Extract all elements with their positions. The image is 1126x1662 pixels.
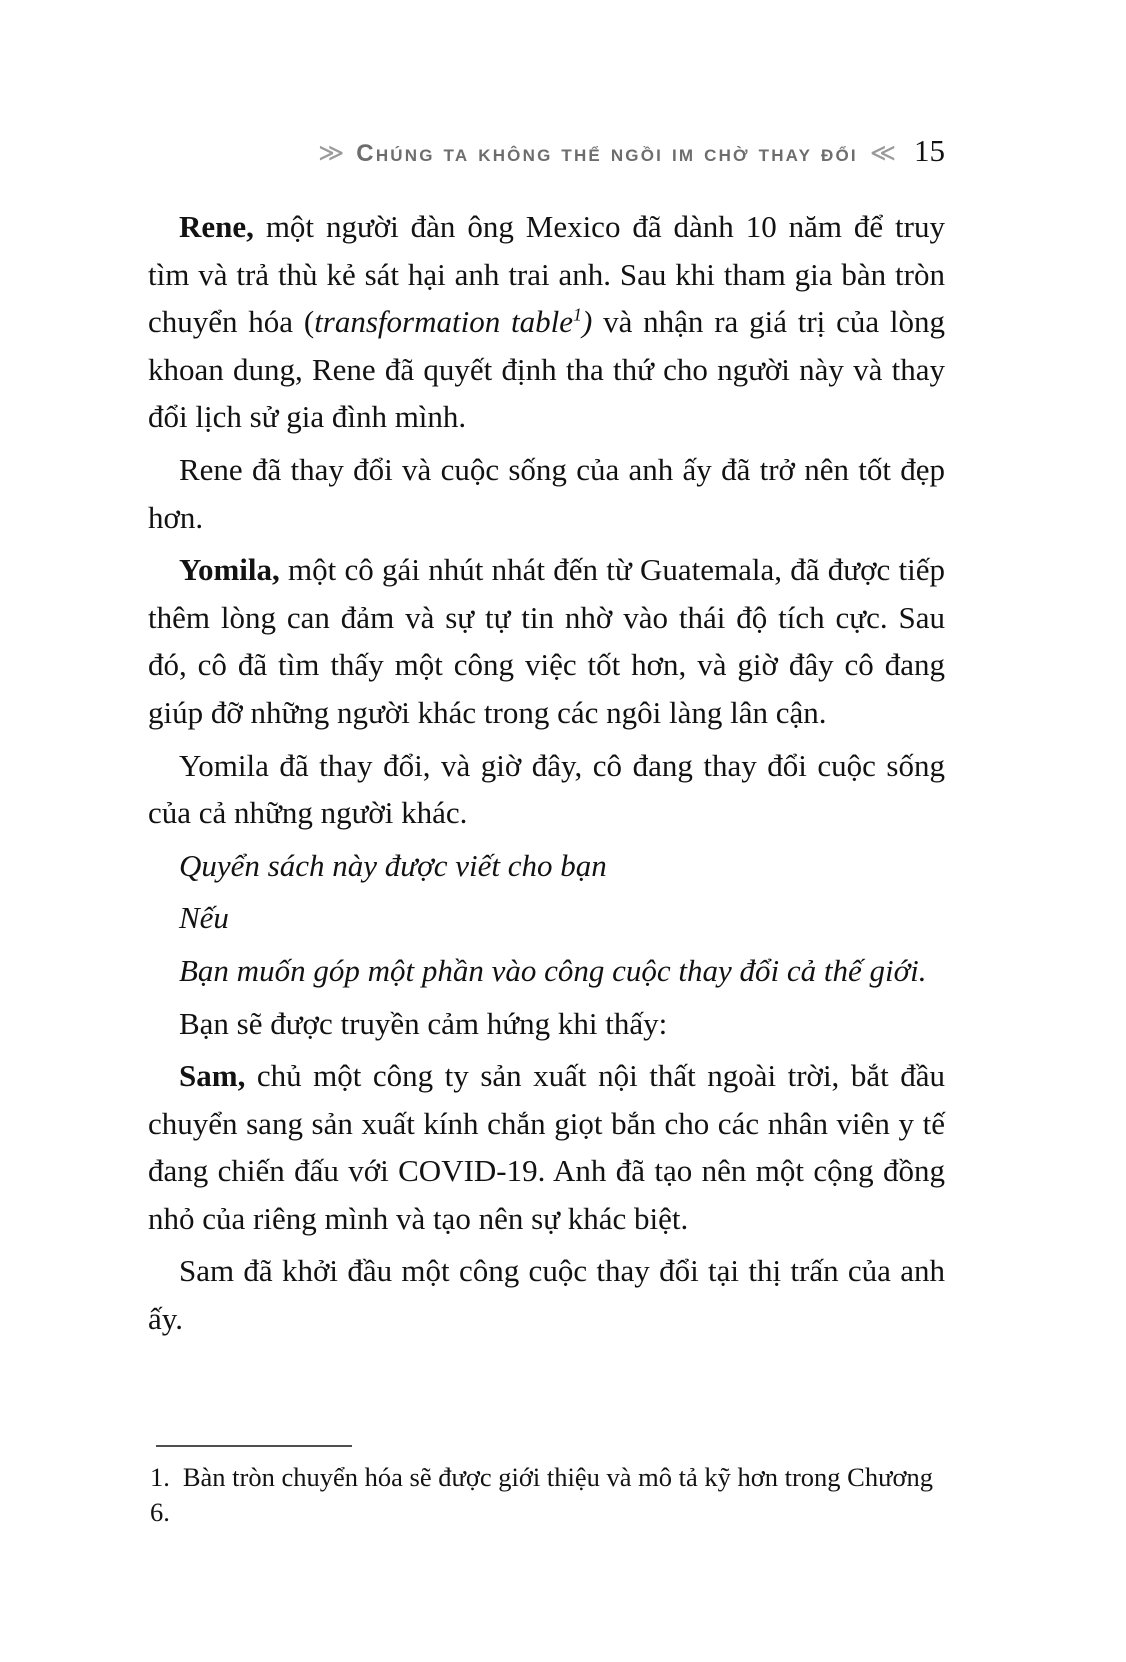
footnote-reference: 1	[573, 304, 582, 325]
text-run: Nếu	[179, 900, 229, 936]
text-run: chủ một công ty sản xuất nội thất ngoài trời, bắt đầu chuyển sang sản xuất kính chắn giọt bắn cho các nhân viên y tế đang chiến đấu với COVID-19. Anh đã tạo nên một cộng đồng nhỏ của riêng mình và tạo nên sự khác biệt.	[148, 1058, 945, 1236]
paragraph	[148, 842, 945, 890]
paragraph	[148, 546, 945, 736]
text-run: Sam,	[179, 1058, 246, 1094]
text-run: Bạn muốn góp một phần vào công cuộc thay đổi cả thế giới.	[179, 952, 927, 988]
paragraph	[148, 446, 945, 541]
running-title: Chúng ta không thể ngồi im chờ thay đổi	[356, 140, 858, 167]
footnote-text: Bàn tròn chuyển hóa sẽ được giới thiệu và mô tả kỹ hơn trong Chương 6.	[150, 1462, 933, 1527]
text-run: Sam đã khởi đầu một công cuộc thay đổi tại thị trấn của anh ấy.	[148, 1253, 945, 1337]
text-run: Yomila,	[179, 552, 280, 588]
text-run: Bạn sẽ được truyền cảm hứng khi thấy:	[179, 1005, 668, 1041]
paragraph	[148, 1000, 945, 1048]
double-chevron-right-icon: ≫	[318, 138, 345, 167]
text-run: transformation table	[314, 304, 573, 340]
double-chevron-left-icon: ≪	[869, 138, 896, 167]
text-run: Yomila đã thay đổi, và giờ đây, cô đang thay đổi cuộc sống của cả những người khác.	[148, 747, 945, 831]
text-run: và nhận ra giá trị của lòng khoan dung, Rene đã quyết định tha thứ cho người này và thay đổi lịch sử gia đình mình.	[148, 304, 946, 435]
page-number: 15	[914, 133, 945, 168]
text-run: một cô gái nhút nhát đến từ Guatemala, đã được tiếp thêm lòng can đảm và sự tự tin nhờ vào thái độ tích cực. Sau đó, cô đã tìm thấy một công việc tốt hơn, và giờ đây cô đang giúp đỡ những người khác trong các ngôi làng lân cận.	[148, 552, 945, 730]
paragraph	[148, 894, 945, 942]
text-run: Rene đã thay đổi và cuộc sống của anh ấy đã trở nên tốt đẹp hơn.	[148, 451, 945, 535]
text-run: Rene,	[179, 209, 254, 244]
paragraph	[148, 1247, 945, 1342]
text-run: )	[581, 304, 593, 340]
paragraph	[148, 203, 945, 441]
footnote-marker: 1.	[150, 1462, 170, 1492]
footnote	[150, 1460, 947, 1530]
paragraph	[148, 947, 945, 995]
paragraph	[148, 742, 945, 837]
footnote-area	[150, 1445, 947, 1530]
footnote-divider	[156, 1445, 352, 1447]
paragraph	[148, 1052, 945, 1242]
page-body	[148, 203, 945, 1348]
running-header	[148, 133, 945, 169]
text-run: một người đàn ông Mexico đã dành 10 năm để truy tìm và trả thù kẻ sát hại anh trai anh. Sau khi tham gia bàn tròn chuyển hóa (	[148, 209, 945, 340]
text-run: Quyển sách này được viết cho bạn	[179, 847, 607, 883]
